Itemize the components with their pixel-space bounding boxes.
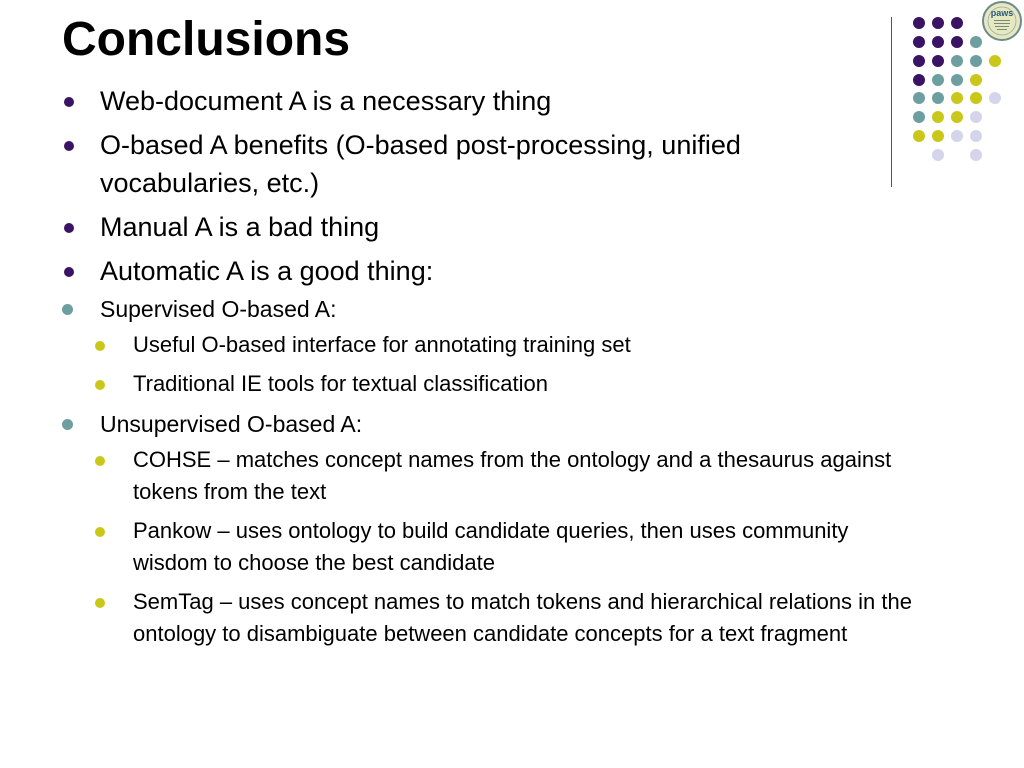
bullet-text: Web-document A is a necessary thing: [100, 86, 552, 116]
sub-sub-bullet-item: Traditional IE tools for textual classification: [93, 368, 913, 400]
sub-sub-bullet-item: SemTag – uses concept names to match tokens and hierarchical relations in the ontology to disambiguate between candidate concepts for a text fragment: [93, 586, 913, 650]
bullet-text: O-based A benefits (O-based post-processing, unified vocabularies, etc.): [100, 130, 741, 198]
slide-body: [0, 82, 1024, 657]
sub-sub-bullet-item: Pankow – uses ontology to build candidate queries, then uses community wisdom to choose the best candidate: [93, 515, 913, 579]
bullet-list: [0, 82, 1024, 650]
sub-bullet-item: [60, 407, 1024, 650]
bullet-item: [100, 208, 1024, 246]
logo-text: paws: [990, 8, 1014, 18]
bullet-text: Automatic A is a good thing:: [100, 256, 434, 286]
bullet-item: [100, 252, 1024, 650]
sub-bullet-text: Supervised O-based A:: [100, 296, 337, 322]
paws-logo-icon: [981, 0, 1024, 43]
sub-bullet-item: [60, 292, 1024, 400]
bullet-item: [100, 126, 860, 202]
slide-title: Conclusions: [62, 13, 351, 66]
bullet-item: [100, 82, 1024, 120]
sub-sub-bullet-list: [100, 444, 1024, 650]
sub-sub-bullet-list: [100, 329, 1024, 400]
bullet-text: Manual A is a bad thing: [100, 212, 380, 242]
sub-sub-bullet-item: Useful O-based interface for annotating training set: [93, 329, 913, 361]
sub-sub-bullet-item: COHSE – matches concept names from the ontology and a thesaurus against tokens from the text: [93, 444, 913, 508]
sub-bullet-text: Unsupervised O-based A:: [100, 411, 363, 437]
sub-bullet-list: [100, 292, 1024, 650]
